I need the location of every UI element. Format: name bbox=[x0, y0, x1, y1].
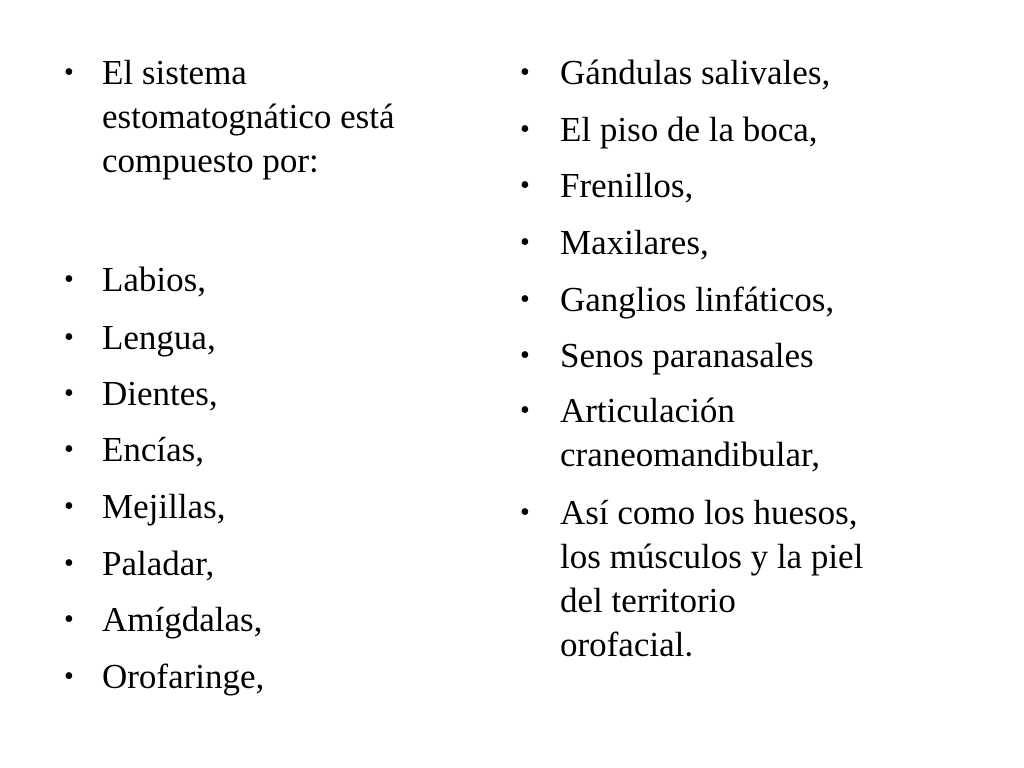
bullet-icon: • bbox=[64, 661, 74, 692]
list-item-text: Amígdalas, bbox=[102, 600, 263, 639]
bullet-icon: • bbox=[64, 548, 74, 579]
list-item-text: Maxilares, bbox=[560, 223, 709, 262]
bullet-icon: • bbox=[64, 378, 74, 409]
list-item-text: Labios, bbox=[102, 260, 207, 299]
list-item-text: Lengua, bbox=[102, 318, 216, 357]
bullet-icon: • bbox=[520, 340, 530, 371]
list-item-text: del territorio bbox=[560, 581, 736, 620]
bullet-icon: • bbox=[64, 322, 74, 353]
list-item-text: Orofaringe, bbox=[102, 657, 265, 696]
bullet-icon: • bbox=[520, 395, 530, 426]
list-item-text: craneomandibular, bbox=[560, 435, 821, 474]
list-item-text: estomatognático está bbox=[102, 97, 395, 136]
list-item-text: Senos paranasales bbox=[560, 336, 814, 375]
bullet-icon: • bbox=[64, 264, 74, 295]
list-item-text: Frenillos, bbox=[560, 166, 694, 205]
list-item-text: Gándulas salivales, bbox=[560, 53, 831, 92]
list-item-text: Dientes, bbox=[102, 374, 218, 413]
list-item-text: El sistema bbox=[102, 53, 247, 92]
list-item-text: los músculos y la piel bbox=[560, 537, 864, 576]
bullet-icon: • bbox=[520, 114, 530, 145]
bullet-icon: • bbox=[520, 227, 530, 258]
list-item-text: Encías, bbox=[102, 430, 205, 469]
bullet-icon: • bbox=[520, 57, 530, 88]
list-item-text: Mejillas, bbox=[102, 487, 226, 526]
list-item-text: compuesto por: bbox=[102, 141, 319, 180]
list-item-text: El piso de la boca, bbox=[560, 110, 818, 149]
bullet-icon: • bbox=[64, 57, 74, 88]
list-item-text: Así como los huesos, bbox=[560, 493, 858, 532]
list-item-text: Ganglios linfáticos, bbox=[560, 280, 835, 319]
list-item-text: Articulación bbox=[560, 391, 735, 430]
list-item-text: orofacial. bbox=[560, 625, 694, 664]
bullet-icon: • bbox=[64, 604, 74, 635]
bullet-icon: • bbox=[520, 497, 530, 528]
list-item-text: Paladar, bbox=[102, 544, 215, 583]
bullet-icon: • bbox=[520, 284, 530, 315]
bullet-icon: • bbox=[64, 434, 74, 465]
bullet-icon: • bbox=[520, 170, 530, 201]
bullet-icon: • bbox=[64, 491, 74, 522]
